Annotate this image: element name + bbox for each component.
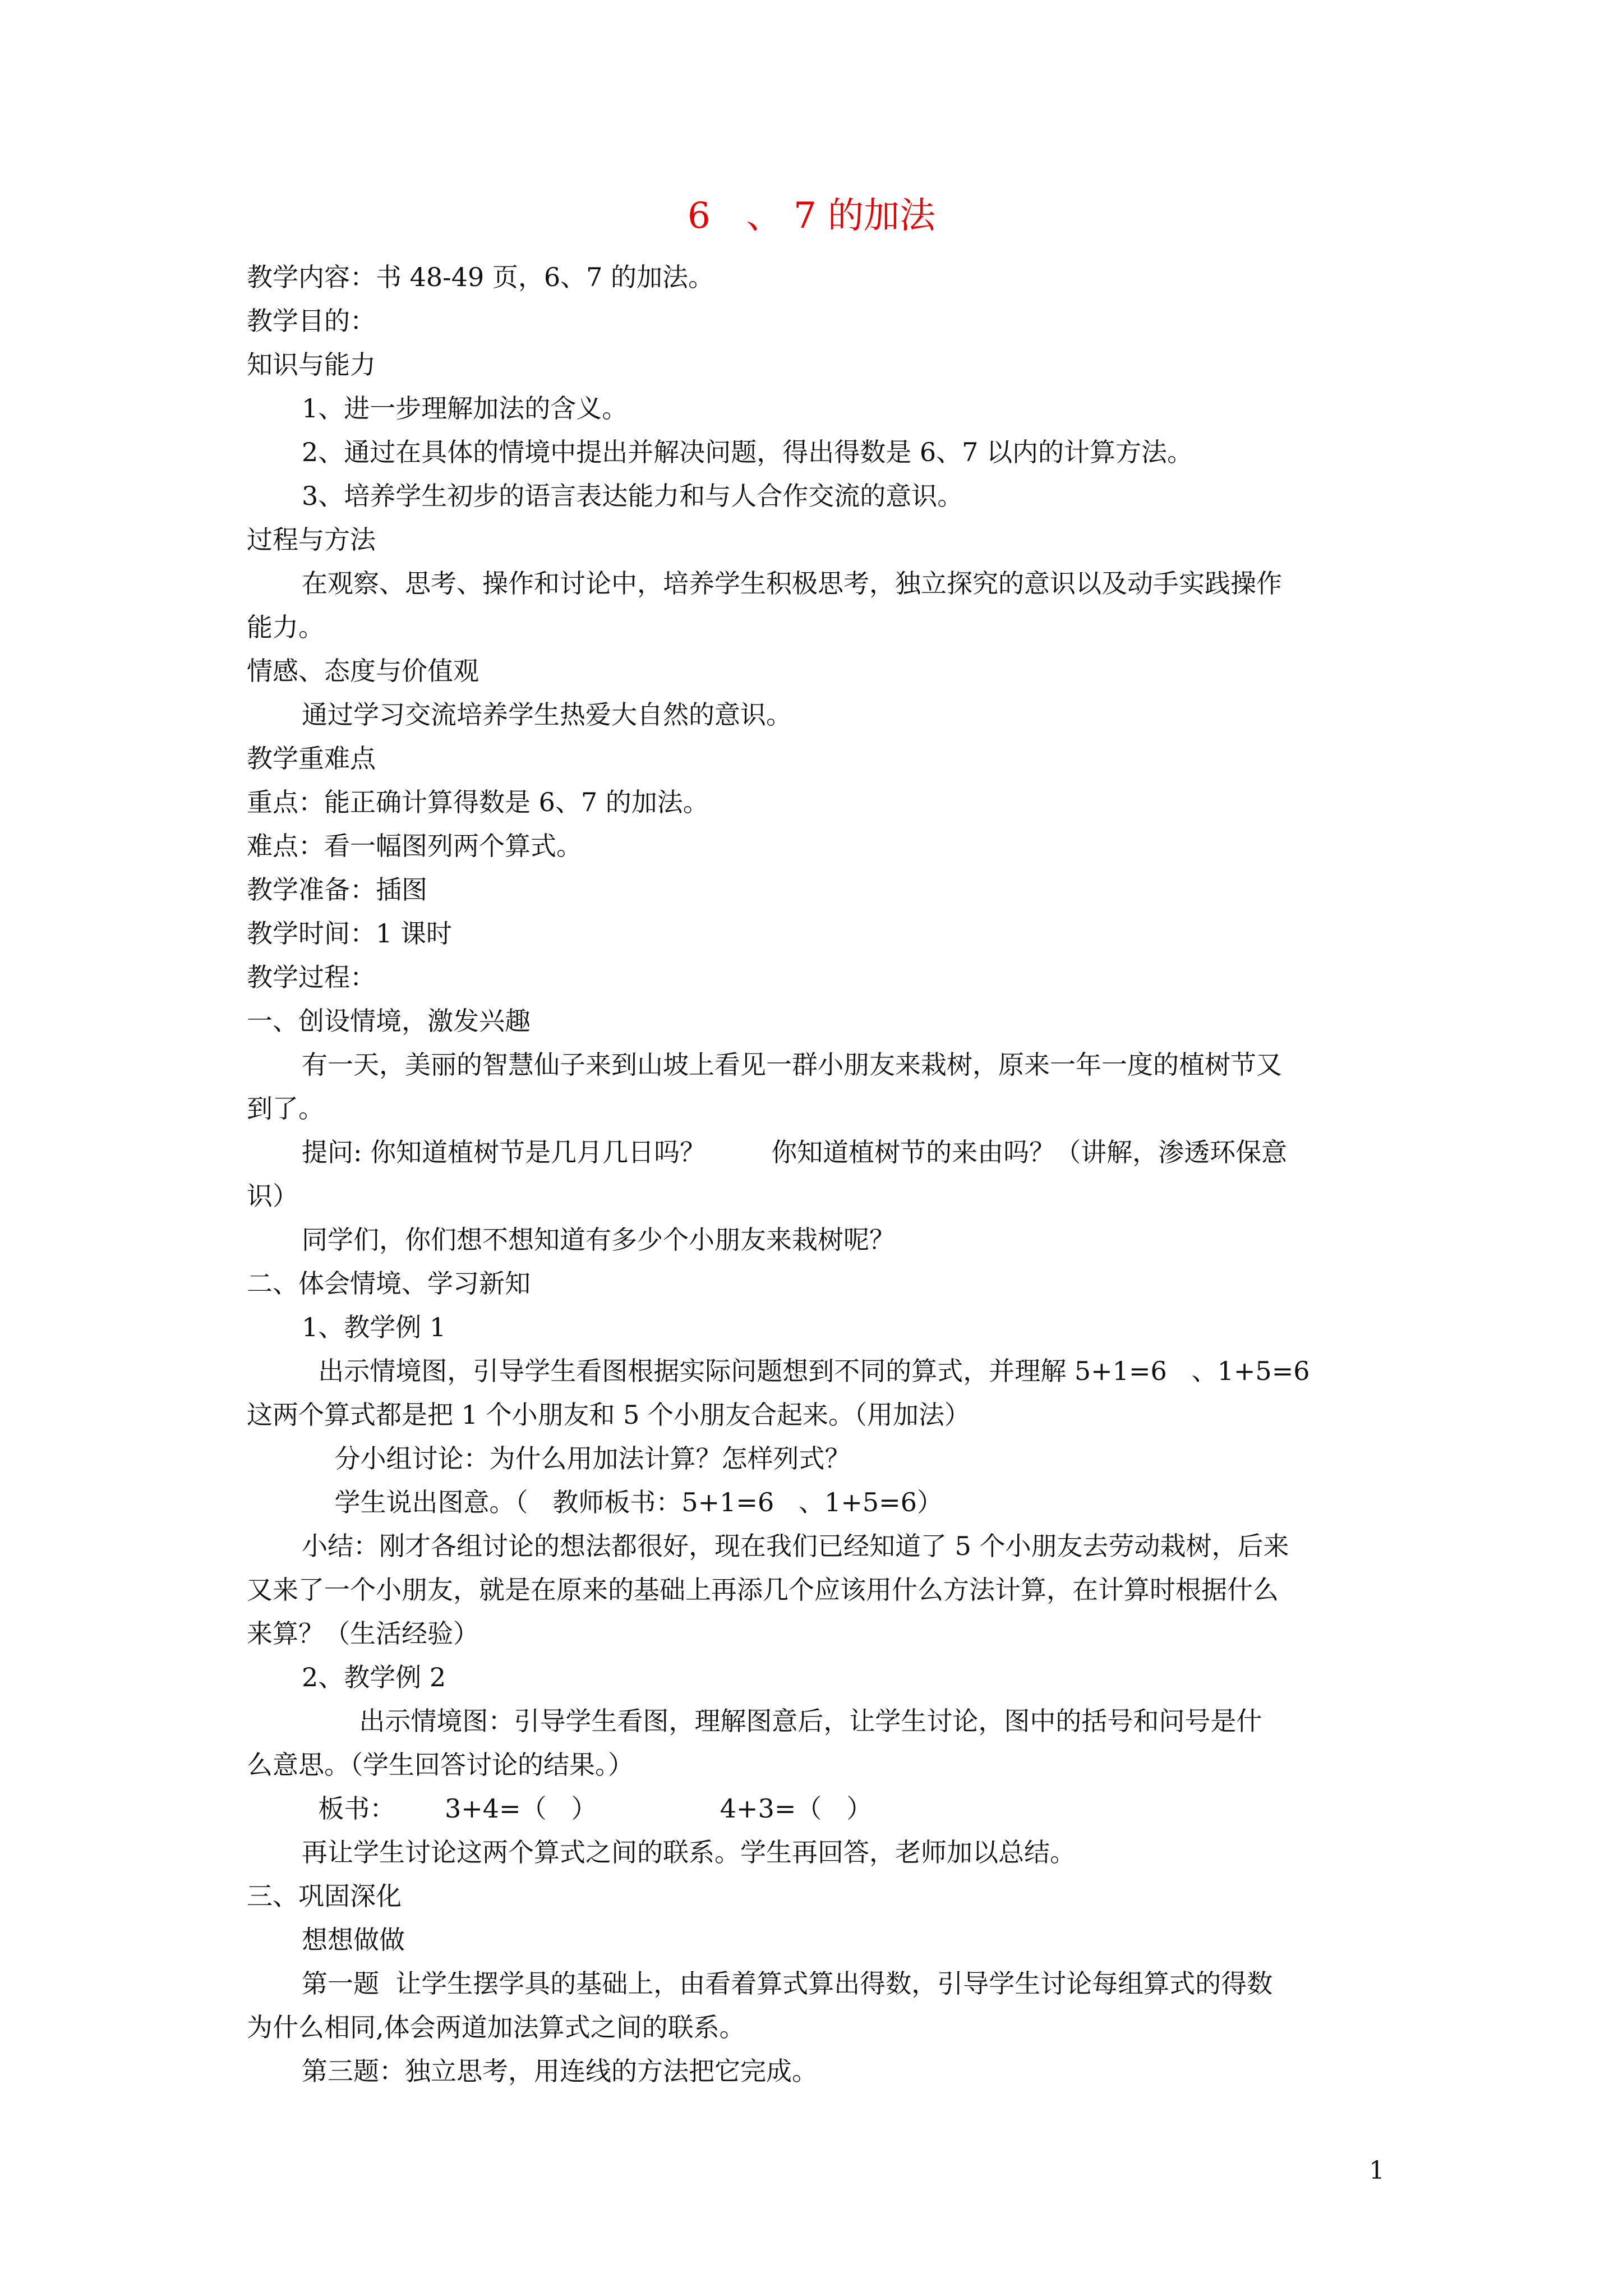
text-line: 1、教学例 1 xyxy=(302,1312,446,1342)
text-line: 三、巩固深化 xyxy=(247,1881,402,1911)
text-line: 教学内容：书 48-49 页，6、7 的加法。 xyxy=(247,262,714,292)
text-line: 能力。 xyxy=(247,612,324,642)
text-line: 2、通过在具体的情境中提出并解决问题，得出得数是 6、7 以内的计算方法。 xyxy=(302,437,1193,467)
text-line: 这两个算式都是把 1 个小朋友和 5 个小朋友合起来。（用加法） xyxy=(247,1400,971,1430)
text-line: 到了。 xyxy=(247,1093,324,1124)
text-line: 再让学生讨论这两个算式之间的联系。学生再回答，老师加以总结。 xyxy=(302,1837,1076,1867)
text-line: 1、进一步理解加法的含义。 xyxy=(302,393,628,424)
text-line: 出示情境图：引导学生看图，理解图意后，让学生讨论，图中的括号和问号是什 xyxy=(302,1706,1262,1736)
text-line: 想想做做 xyxy=(302,1925,405,1955)
text-line: 重点：能正确计算得数是 6、7 的加法。 xyxy=(247,787,709,817)
text-line: 知识与能力 xyxy=(247,349,376,380)
text-line: 2、教学例 2 xyxy=(302,1662,446,1692)
page-number: 1 xyxy=(1369,2156,1385,2185)
text-line: 学生说出图意。（ 教师板书：5+1=6 、1+5=6） xyxy=(302,1487,943,1517)
text-line: 来算？（生活经验） xyxy=(247,1618,479,1649)
text-line: 第一题 让学生摆学具的基础上，由看着算式算出得数，引导学生讨论每组算式的得数 xyxy=(302,1968,1273,1999)
text-line: 通过学习交流培养学生热爱大自然的意识。 xyxy=(302,700,792,730)
text-line: 第三题：独立思考，用连线的方法把它完成。 xyxy=(302,2056,818,2086)
text-line: 教学目的： xyxy=(247,306,376,336)
text-line: 3、培养学生初步的语言表达能力和与人合作交流的意识。 xyxy=(302,481,963,511)
text-line: 二、体会情境、学习新知 xyxy=(247,1268,531,1299)
text-line: 又来了一个小朋友，就是在原来的基础上再添几个应该用什么方法计算，在计算时根据什么 xyxy=(247,1575,1279,1605)
text-line: 过程与方法 xyxy=(247,524,376,555)
text-line: 情感、态度与价值观 xyxy=(247,656,479,686)
text-line: 教学过程： xyxy=(247,962,376,992)
text-line: 小结：刚才各组讨论的想法都很好，现在我们已经知道了 5 个小朋友去劳动栽树，后来 xyxy=(302,1531,1289,1561)
text-line: 提问: 你知道植树节是几月几日吗？ 你知道植树节的来由吗？（讲解，渗透环保意 xyxy=(302,1137,1288,1167)
text-line: 教学时间：1 课时 xyxy=(247,918,452,949)
text-line: 难点：看一幅图列两个算式。 xyxy=(247,831,582,861)
text-line: 教学重难点 xyxy=(247,743,376,774)
text-line: 同学们，你们想不想知道有多少个小朋友来栽树呢？ xyxy=(302,1225,895,1255)
page-title: 6 、 7 的加法 xyxy=(687,195,936,237)
text-line: 板书： 3+4=（ ） 4+3=（ ） xyxy=(302,1793,873,1824)
text-line: 教学准备：插图 xyxy=(247,875,427,905)
text-line: 为什么相同,体会两道加法算式之间的联系。 xyxy=(247,2012,745,2042)
text-line: 识） xyxy=(247,1181,298,1211)
text-line: 出示情境图，引导学生看图根据实际问题想到不同的算式，并理解 5+1=6 、1+5=6 xyxy=(302,1356,1310,1386)
text-line: 么意思。（学生回答讨论的结果。） xyxy=(247,1750,634,1780)
text-line: 有一天，美丽的智慧仙子来到山坡上看见一群小朋友来栽树，原来一年一度的植树节又 xyxy=(302,1050,1282,1080)
text-line: 在观察、思考、操作和讨论中，培养学生积极思考，独立探究的意识以及动手实践操作 xyxy=(302,568,1282,599)
text-line: 一、创设情境，激发兴趣 xyxy=(247,1006,531,1036)
text-line: 分小组讨论：为什么用加法计算？怎样列式？ xyxy=(302,1443,851,1474)
